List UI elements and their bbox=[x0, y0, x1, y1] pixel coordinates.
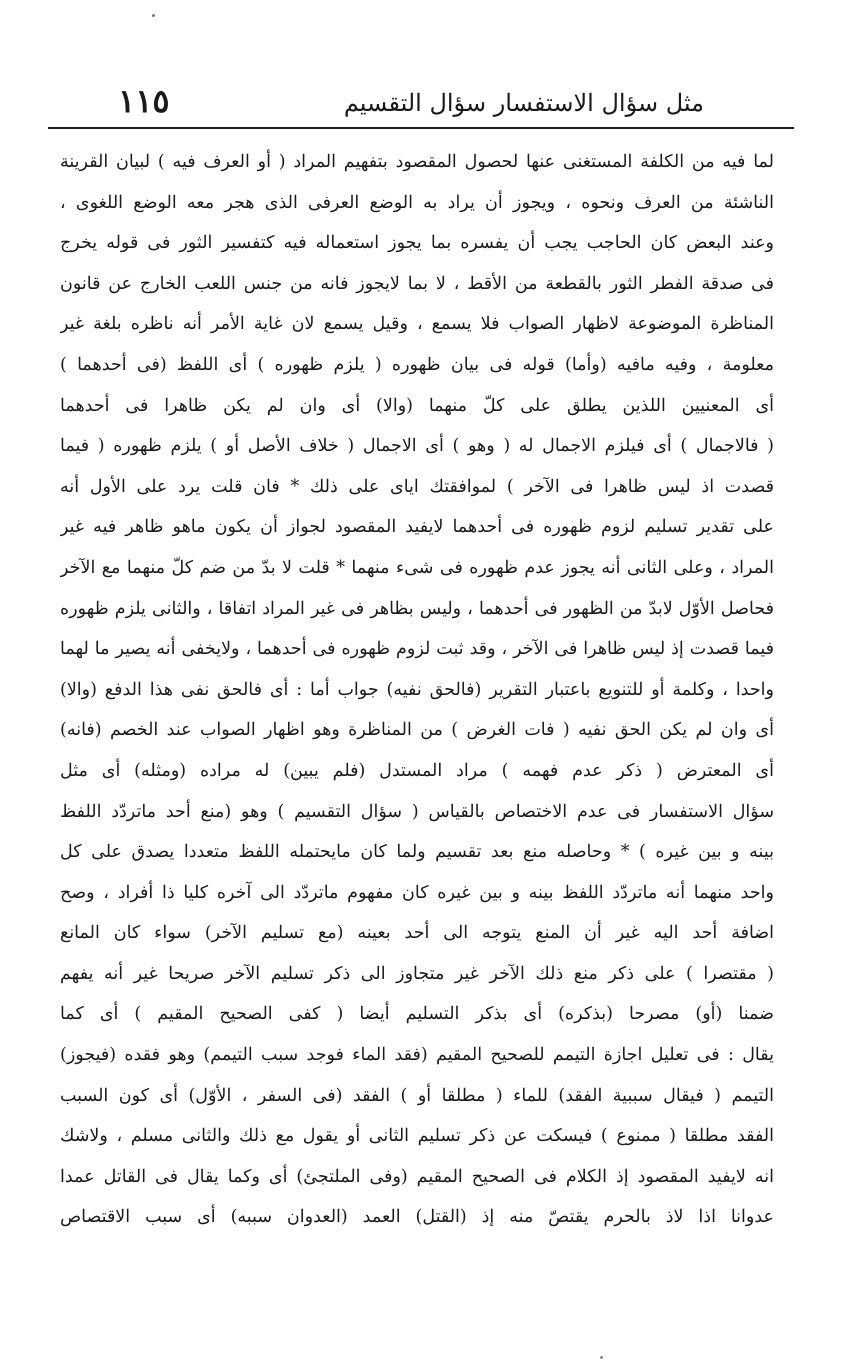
text-line: قصدت اذ ليس ظاهرا فى الآخر ) لموافقتك اياى على ذلك * فان قلت يرد على الأول أنه bbox=[60, 476, 774, 497]
text-line: أى المعنيين اللذين يطلق على كلّ منهما (والا) أى وان لم يكن ظاهرا فى أحدهما bbox=[60, 395, 774, 416]
scan-speck bbox=[152, 14, 155, 17]
running-title: مثل سؤال الاستفسار سؤال التقسيم bbox=[343, 89, 704, 117]
text-line: المناظرة الموضوعة لاظهار الصواب فلا يسمع ، وقيل يسمع لان غاية الأمر أنه ناظره بلغة غير bbox=[60, 314, 774, 335]
page-number: ١١٥ bbox=[118, 82, 170, 120]
text-line: أى المعترض ( ذكر عدم فهمه ) مراد المستدل (فلم يبين) له مراده (ومثله) أى مثل bbox=[60, 760, 774, 781]
page-header bbox=[48, 82, 794, 124]
text-line: فى صدقة الفطر الثور بالقطعة من الأقط ، لا بما لايجوز فانه من جنس اللعب الخارج عن قانون bbox=[60, 273, 774, 294]
text-line: لما فيه من الكلفة المستغنى عنها لحصول المقصود بتفهيم المراد ( أو العرف فيه ) لبيان القرينة bbox=[60, 152, 774, 172]
text-line: عدوانا اذا لاذ بالحرم يقتصّ منه إذ (القتل) العمد (العدوان سببه) أى سبب الاقتصاص bbox=[60, 1207, 774, 1228]
text-line: واحدا ، وكلمة أو للتنويع باعتبار التقرير (فالحق نفيه) جواب أما : أى فالحق نفى هذا الدفع (والا) bbox=[60, 679, 774, 700]
text-line: وعند البعض كان الحاجب يجب أن يفسره بما يجوز استعماله فيه كتفسير الثور فى قوله يخرج bbox=[60, 233, 774, 254]
text-line: الفقد مطلقا ( ممنوع ) فيسكت عن ذكر تسليم الثانى أو يقول مع ذلك والثانى مسلم ، ولاشك bbox=[60, 1126, 774, 1147]
text-line: الناشئة من العرف ونحوه ، ويجوز أن يراد به الوضع العرفى الذى هجر معه الوضع اللغوى ، bbox=[60, 192, 774, 213]
text-line: المراد ، وعلى الثانى أنه يجوز عدم ظهوره فى شىء منهما * قلت لا بدّ من ضم كلّ منهما مع الآخر bbox=[60, 557, 774, 578]
text-line: معلومة ، وفيه مافيه (وأما) قوله فى بيان ظهوره ( يلزم ظهوره ) أى اللفظ (فى أحدهما ) bbox=[60, 354, 774, 375]
text-line: أى وان لم يكن الحق نفيه ( فات الغرض ) من المناظرة وهو اظهار الصواب عند الخصم (فانه) bbox=[60, 720, 774, 741]
body-text bbox=[60, 142, 774, 1238]
text-line: ( فالاجمال ) أى فيلزم الاجمال له ( وهو ) أى الاجمال ( خلاف الأصل أو ) يلزم ظهوره ( فيما bbox=[60, 436, 774, 457]
text-line: التيمم ( فيقال سببية الفقد) للماء ( مطلقا أو ) الفقد (فى السفر ، الأوّل) أى كون السبب bbox=[60, 1085, 774, 1106]
text-line: فحاصل الأوّل لابدّ من الظهور فى أحدهما ، وليس بظاهر فى غير المراد اتفاقا ، والثانى يلزم ظهوره bbox=[60, 598, 774, 619]
text-line: واحد منهما أنه ماتردّد اللفظ بينه و بين غيره كان مفهوم ماتردّد الى آخره كليا ذا أفراد ، وصح bbox=[60, 882, 774, 903]
text-line: اضافة أحد اليه غير أن المنع يتوجه الى أحد بعينه (مع تسليم الآخر) سواء كان المانع bbox=[60, 923, 774, 944]
text-line: بينه و بين غيره ) * وحاصله منع بعد تقسيم ولما كان مايحتمله اللفظ متعددا يصدق على كل bbox=[60, 842, 774, 863]
text-line: على تقدير تسليم لزوم ظهوره فى أحدهما لايفيد المقصود لجواز أن يكون ماهو ظاهر فيه غير bbox=[60, 517, 774, 538]
text-line: انه لايفيد المقصود إذ الكلام فى الصحيح المقيم (وفى الملتجئ) أى وكما يقال فى القاتل عمدا bbox=[60, 1166, 774, 1187]
text-line: يقال : فى تعليل اجازة التيمم للصحيح المقيم (فقد الماء فوجد سبب التيمم) وهو فقده (فيجوز) bbox=[60, 1045, 774, 1066]
text-line: فيما قصدت إذ ليس ظاهرا فى الآخر ، وقد ثبت لزوم ظهوره فى أحدهما ، ولايخفى أنه يصير ما لهما bbox=[60, 639, 774, 660]
text-line: ( مقتصرا ) على ذكر منع ذلك الآخر غير متجاوز الى ذكر تسليم الآخر صريحا غير أنه يفهم bbox=[60, 963, 774, 984]
text-line: ضمنا (أو) مصرحا (بذكره) أى بذكر التسليم أيضا ( كفى الصحيح المقيم ) أى كما bbox=[60, 1004, 774, 1025]
text-line: سؤال الاستفسار فى عدم الاختصاص بالقياس ( سؤال التقسيم ) وهو (منع أحد ماتردّد اللفظ bbox=[60, 801, 774, 822]
scan-speck bbox=[600, 1356, 603, 1359]
header-rule bbox=[48, 127, 794, 129]
